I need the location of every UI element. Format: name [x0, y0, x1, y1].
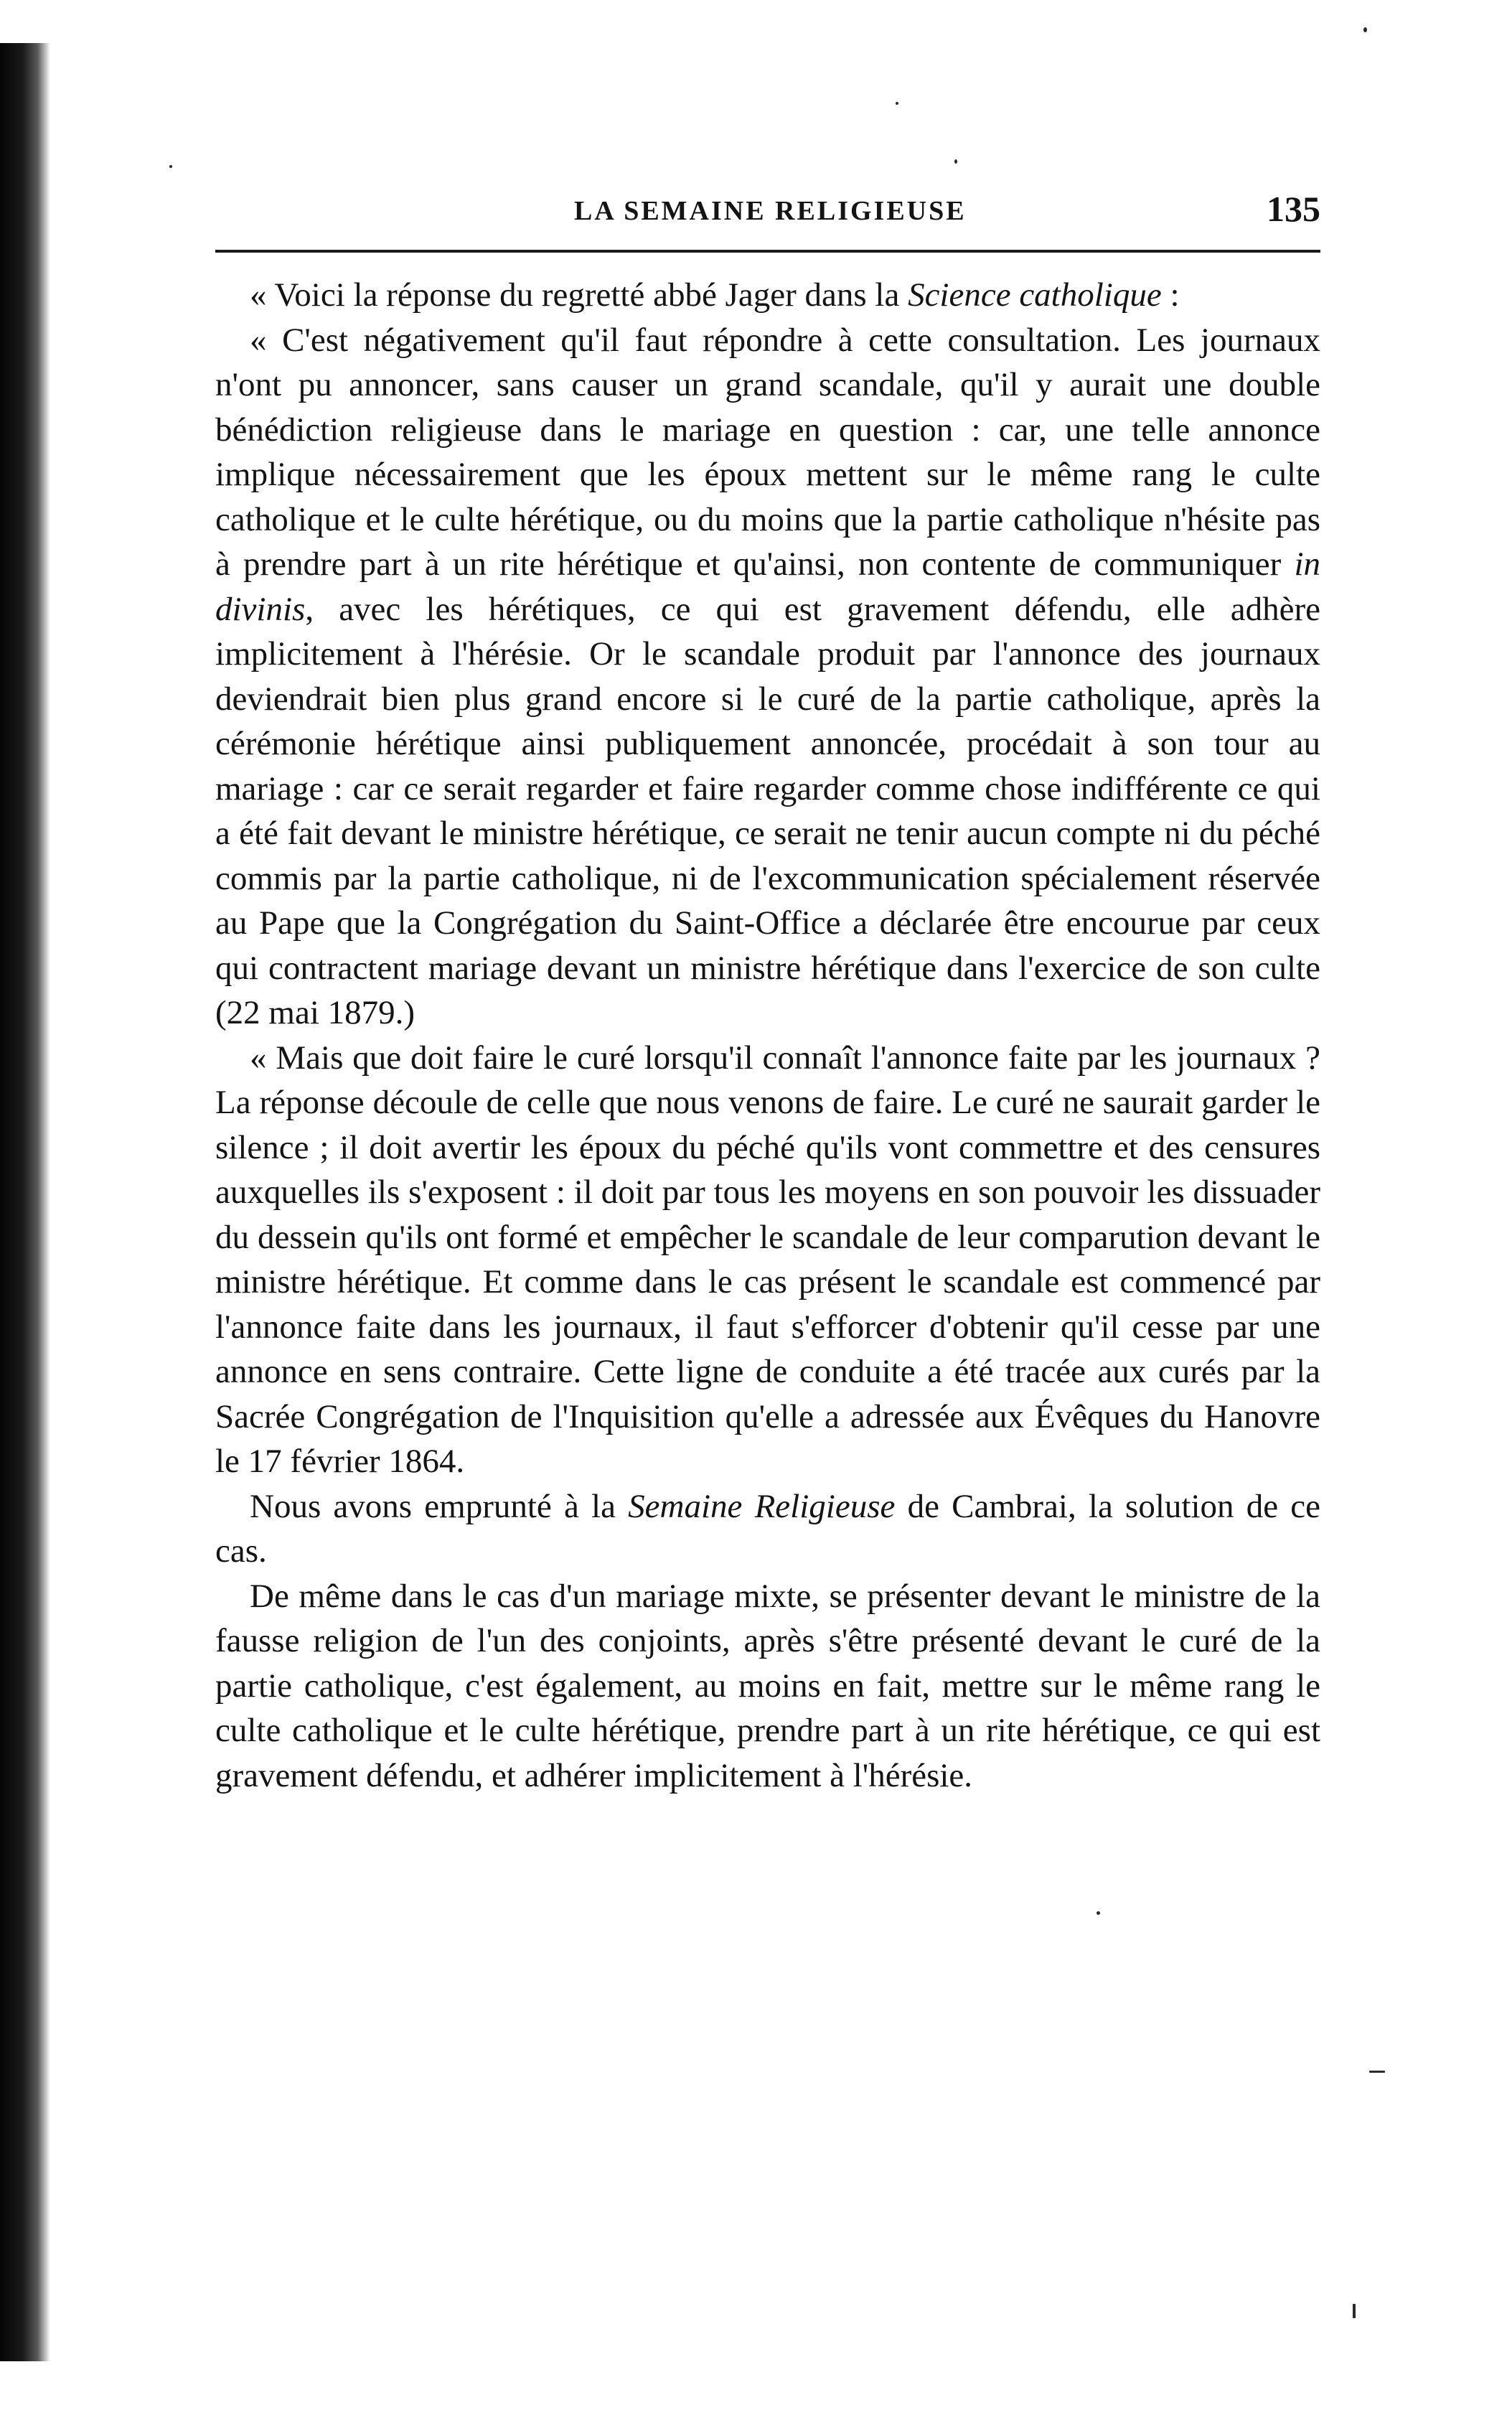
print-speck [896, 102, 898, 105]
page-header [215, 188, 1320, 238]
paragraph-text: De même dans le cas d'un mariage mixte, se présenter devant le ministre de la fausse religion de l'un des conjoints, après s'être présenté devant le curé de la partie catholique, c'est également, au moins en fait, mettre sur le même rang le culte catholique et le culte hérétique, prendre part à un rite hérétique, ce qui est gravement défendu, et adhérer implicitement à l'hérésie. [215, 1577, 1320, 1794]
paragraph [215, 1574, 1320, 1799]
paragraph [215, 318, 1320, 1036]
paragraph-text: Nous avons emprunté à la [250, 1487, 629, 1525]
print-speck [169, 165, 172, 168]
italic-title: Science catholique [908, 276, 1162, 314]
body-text [215, 273, 1320, 1798]
header-rule [215, 250, 1320, 253]
print-speck [1353, 2304, 1356, 2318]
paragraph-text: de Cambrai, la solution de ce cas. [215, 1487, 1320, 1570]
italic-phrase: in divinis [215, 545, 1320, 628]
paragraph-text: « C'est négativement qu'il faut répondre à cette consultation. Les journaux n'ont pu annoncer, sans causer un grand scandale, qu'il y aurait une double bénédiction religieuse dans le mariage en question : car, une telle annonce implique nécessairement que les époux mettent sur le même rang le culte catholique et le culte hérétique, ou du moins que la partie catholique n'hésite pas à prendre part à un rite hérétique et qu'ainsi, non contente de communiquer [215, 321, 1320, 583]
paragraph-text: : [1161, 276, 1180, 314]
print-speck [1363, 27, 1367, 32]
print-speck [1369, 2071, 1385, 2073]
print-speck [1097, 1911, 1100, 1915]
paragraph-text: , avec les hérétiques, ce qui est gravement défendu, elle adhère implicitement à l'hérésie. Or le scandale produit par l'annonce des journaux deviendrait bien plus grand encore si le curé de la partie catholique, après la cérémonie hérétique ainsi publiquement annoncée, procédait à son tour au mariage : car ce serait regarder et faire regarder comme chose indifférente ce qui a été fait devant le ministre hérétique, ce serait ne tenir aucun compte ni du péché commis par la partie catholique, ni de l'excommunication spécialement réservée au Pape que la Congrégation du Saint-Office a déclarée être encourue par ceux qui contractent mariage devant un ministre hérétique dans l'exercice de son culte (22 mai 1879.) [215, 590, 1320, 1031]
italic-title: Semaine Religieuse [628, 1487, 896, 1525]
page-number: 135 [1267, 189, 1320, 229]
paragraph [215, 1036, 1320, 1484]
print-speck [954, 159, 957, 164]
running-title: LA SEMAINE RELIGIEUSE [574, 196, 967, 226]
paragraph-text: « Mais que doit faire le curé lorsqu'il connaît l'annonce faite par les journaux ? La réponse découle de celle que nous venons de faire. Le curé ne saurait garder le silence ; il doit avertir les époux du péché qu'ils vont commettre et des censures auxquelles ils s'exposent : il doit par tous les moyens en son pouvoir les dissuader du dessein qu'ils ont formé et empêcher le scandale de leur comparution devant le ministre hérétique. Et comme dans le cas présent le scandale est commencé par l'annonce faite dans les journaux, il faut s'efforcer d'obtenir qu'il cesse par une annonce en sens contraire. Cette ligne de conduite a été tracée aux curés par la Sacrée Congrégation de l'Inquisition qu'elle a adressée aux Évêques du Hanovre le 17 février 1864. [215, 1039, 1320, 1480]
paragraph-text: « Voici la réponse du regretté abbé Jager dans la [250, 276, 908, 314]
book-spine-shadow [0, 43, 50, 2361]
paragraph [215, 273, 1320, 318]
paragraph [215, 1484, 1320, 1574]
